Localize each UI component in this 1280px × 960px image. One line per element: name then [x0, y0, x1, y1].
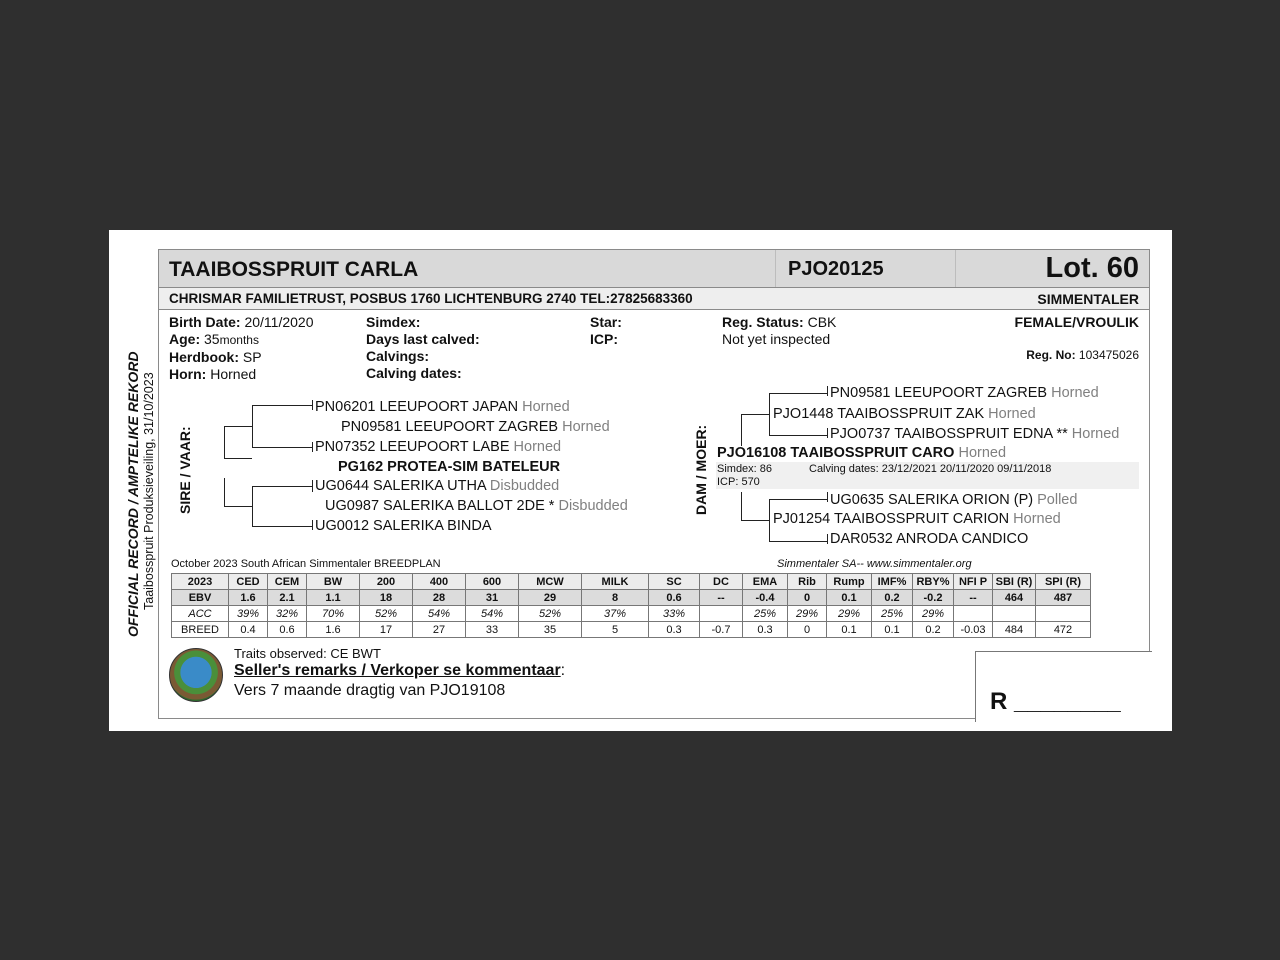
- ebv-cell: --: [700, 590, 743, 606]
- side-title: OFFICIAL RECORD / AMPTELIKE REKORD: [125, 351, 141, 637]
- acc-cell: 54%: [466, 606, 519, 622]
- ebv-cell: 18: [360, 590, 413, 606]
- price-box[interactable]: [975, 651, 1152, 722]
- sex-label: FEMALE/VROULIK: [1014, 314, 1139, 330]
- simmentaler-logo: [169, 648, 223, 702]
- age-label: Age:: [169, 331, 201, 347]
- reg-status-label: Reg. Status:: [722, 314, 804, 330]
- herdbook: SP: [242, 349, 262, 365]
- pedigree-dam: PJO16108 TAAIBOSSPRUIT CARO Horned: [717, 445, 1007, 461]
- acc-cell: 52%: [360, 606, 413, 622]
- acc-cell: 33%: [649, 606, 700, 622]
- remarks-heading: Seller's remarks / Verkoper se kommentaar:: [234, 662, 566, 679]
- ebv-header-cell: CED: [229, 574, 268, 590]
- ebv-cell: 487: [1036, 590, 1091, 606]
- lot-number: Lot. 60: [1045, 252, 1139, 284]
- ebv-cell: -0.4: [743, 590, 788, 606]
- ebv-header-cell: IMF%: [872, 574, 913, 590]
- owner-bar: [159, 288, 1149, 310]
- days-last-calved-label: Days last calved:: [366, 331, 480, 347]
- age-unit: months: [219, 333, 259, 347]
- ebv-header-cell: SBI (R): [993, 574, 1036, 590]
- ebv-cell: 8: [582, 590, 649, 606]
- breed-cell: 0.6: [268, 622, 307, 638]
- ebv-header-cell: 400: [413, 574, 466, 590]
- ebv-cell: 0.1: [827, 590, 872, 606]
- breed-cell: 5: [582, 622, 649, 638]
- title-bar: [159, 250, 1149, 288]
- acc-cell: 32%: [268, 606, 307, 622]
- remarks-text: Vers 7 maande dragtig van PJO19108: [234, 682, 506, 699]
- ebv-header-row: [172, 574, 1091, 590]
- acc-cell: 37%: [582, 606, 649, 622]
- calving-details: [366, 314, 480, 382]
- breed-cell: 0.1: [872, 622, 913, 638]
- animal-name: TAAIBOSSPRUIT CARLA: [169, 258, 419, 281]
- ebv-header-cell: 2023: [172, 574, 229, 590]
- dam-label: DAM / MOER:: [693, 424, 709, 515]
- breed-cell: 0.1: [827, 622, 872, 638]
- ebv-cell: 28: [413, 590, 466, 606]
- ebv-cell: 0.6: [649, 590, 700, 606]
- ebv-header-cell: DC: [700, 574, 743, 590]
- acc-cell: [1036, 606, 1091, 622]
- breed-cell: 0.4: [229, 622, 268, 638]
- ebv-cell: 29: [519, 590, 582, 606]
- ebv-header-cell: MILK: [582, 574, 649, 590]
- acc-cell: 29%: [913, 606, 954, 622]
- horn: Horned: [210, 366, 257, 382]
- breed-cell: 17: [360, 622, 413, 638]
- breed-cell: 0.2: [913, 622, 954, 638]
- ebv-cell: 1.6: [229, 590, 268, 606]
- breed-cell: 27: [413, 622, 466, 638]
- registration-status: [722, 314, 836, 348]
- acc-cell: ACC: [172, 606, 229, 622]
- ebv-header-cell: EMA: [743, 574, 788, 590]
- breed-cell: 35: [519, 622, 582, 638]
- breed-cell: 0.3: [743, 622, 788, 638]
- animal-id: PJO20125: [788, 258, 884, 280]
- owner-info: CHRISMAR FAMILIETRUST, POSBUS 1760 LICHTENBURG 2740 TEL:27825683360: [169, 291, 693, 306]
- calving-dates-label: Calving dates:: [366, 365, 462, 381]
- pedigree-dam-sire: PJO1448 TAAIBOSSPRUIT ZAK Horned: [773, 406, 1036, 422]
- horn-label: Horn:: [169, 366, 207, 382]
- age: 35: [204, 331, 220, 347]
- ebv-header-cell: Rib: [788, 574, 827, 590]
- ebv-header-cell: 200: [360, 574, 413, 590]
- ebv-cell: 0.2: [872, 590, 913, 606]
- icp-label: ICP:: [590, 331, 618, 347]
- acc-cell: 39%: [229, 606, 268, 622]
- acc-cell: 25%: [743, 606, 788, 622]
- dam-calving-dates: Calving dates: 23/12/2021 20/11/2020 09/11/2018: [809, 463, 1052, 475]
- breed-cell: 0: [788, 622, 827, 638]
- website: Simmentaler SA-- www.simmentaler.org: [777, 558, 972, 570]
- ebv-table: [171, 573, 1091, 638]
- ebv-cell: 0: [788, 590, 827, 606]
- acc-cell: 70%: [307, 606, 360, 622]
- pedigree-sire-dam-sire: UG0987 SALERIKA BALLOT 2DE * Disbudded: [325, 498, 628, 514]
- acc-cell: 29%: [788, 606, 827, 622]
- sire-label: SIRE / VAAR:: [177, 426, 193, 514]
- ebv-cell: 2.1: [268, 590, 307, 606]
- herdbook-label: Herdbook:: [169, 349, 239, 365]
- breedplan-note: October 2023 South African Simmentaler BREEDPLAN: [171, 558, 441, 570]
- ebv-header-cell: MCW: [519, 574, 582, 590]
- ebv-cell: 464: [993, 590, 1036, 606]
- breed-row: [172, 622, 1091, 638]
- simdex-label: Simdex:: [366, 314, 421, 330]
- pedigree-dam-dam-sire: UG0635 SALERIKA ORION (P) Polled: [830, 492, 1078, 508]
- birth-date-label: Birth Date:: [169, 314, 241, 330]
- reg-status: CBK: [807, 314, 837, 330]
- ebv-cell: 1.1: [307, 590, 360, 606]
- ebv-header-cell: 600: [466, 574, 519, 590]
- acc-cell: [700, 606, 743, 622]
- ebv-header-cell: RBY%: [913, 574, 954, 590]
- side-subtitle: Taaibosspruit Produksieveiling, 31/10/2023: [142, 372, 156, 610]
- pedigree-sire-sire-sire: PN09581 LEEUPOORT ZAGREB Horned: [341, 419, 610, 435]
- ebv-row: [172, 590, 1091, 606]
- pedigree-sire-sire-dam: PN07352 LEEUPOORT LABE Horned: [315, 439, 562, 455]
- ebv-cell: 31: [466, 590, 519, 606]
- ebv-cell: EBV: [172, 590, 229, 606]
- dam-stats: Simdex: 86 ICP: 570: [717, 463, 773, 488]
- star-icp: [590, 314, 622, 348]
- breed-cell: -0.7: [700, 622, 743, 638]
- breed-name: SIMMENTALER: [1037, 291, 1139, 307]
- star-label: Star:: [590, 314, 622, 330]
- breed-cell: 1.6: [307, 622, 360, 638]
- breed-cell: 0.3: [649, 622, 700, 638]
- acc-cell: [954, 606, 993, 622]
- pedigree-sire: PG162 PROTEA-SIM BATELEUR: [338, 459, 561, 475]
- acc-cell: [993, 606, 1036, 622]
- ebv-header-cell: SC: [649, 574, 700, 590]
- ebv-header-cell: SPI (R): [1036, 574, 1091, 590]
- pedigree-dam-sire-dam: PJO0737 TAAIBOSSPRUIT EDNA ** Horned: [830, 426, 1120, 442]
- acc-cell: 25%: [872, 606, 913, 622]
- acc-cell: 52%: [519, 606, 582, 622]
- pedigree-dam-dam: PJ01254 TAAIBOSSPRUIT CARION Horned: [773, 511, 1061, 527]
- ebv-header-cell: NFI P: [954, 574, 993, 590]
- reg-number: [1026, 348, 1139, 362]
- breed-cell: 472: [1036, 622, 1091, 638]
- pedigree-sire-sire: PN06201 LEEUPOORT JAPAN Horned: [315, 399, 570, 415]
- breed-cell: -0.03: [954, 622, 993, 638]
- lot-card: [109, 230, 1172, 731]
- calvings-label: Calvings:: [366, 348, 430, 364]
- animal-details: [169, 314, 313, 383]
- pedigree-dam-dam-dam: DAR0532 ANRODA CANDICO: [830, 531, 1029, 547]
- ebv-header-cell: Rump: [827, 574, 872, 590]
- pedigree-sire-dam-dam: UG0012 SALERIKA BINDA: [315, 518, 492, 534]
- ebv-header-cell: BW: [307, 574, 360, 590]
- traits-observed: Traits observed: CE BWT: [234, 646, 381, 661]
- pedigree-sire-dam: UG0644 SALERIKA UTHA Disbudded: [315, 478, 560, 494]
- breed-cell: BREED: [172, 622, 229, 638]
- ebv-header-cell: CEM: [268, 574, 307, 590]
- reg-no: 103475026: [1078, 348, 1139, 362]
- acc-cell: 29%: [827, 606, 872, 622]
- ebv-cell: --: [954, 590, 993, 606]
- breed-cell: 484: [993, 622, 1036, 638]
- acc-cell: 54%: [413, 606, 466, 622]
- acc-row: [172, 606, 1091, 622]
- price-label: R ________: [990, 688, 1121, 715]
- birth-date: 20/11/2020: [244, 314, 314, 330]
- breed-cell: 33: [466, 622, 519, 638]
- reg-no-label: Reg. No:: [1026, 348, 1076, 362]
- inspection-status: Not yet inspected: [722, 331, 831, 347]
- ebv-cell: -0.2: [913, 590, 954, 606]
- pedigree-dam-sire-sire: PN09581 LEEUPOORT ZAGREB Horned: [830, 385, 1099, 401]
